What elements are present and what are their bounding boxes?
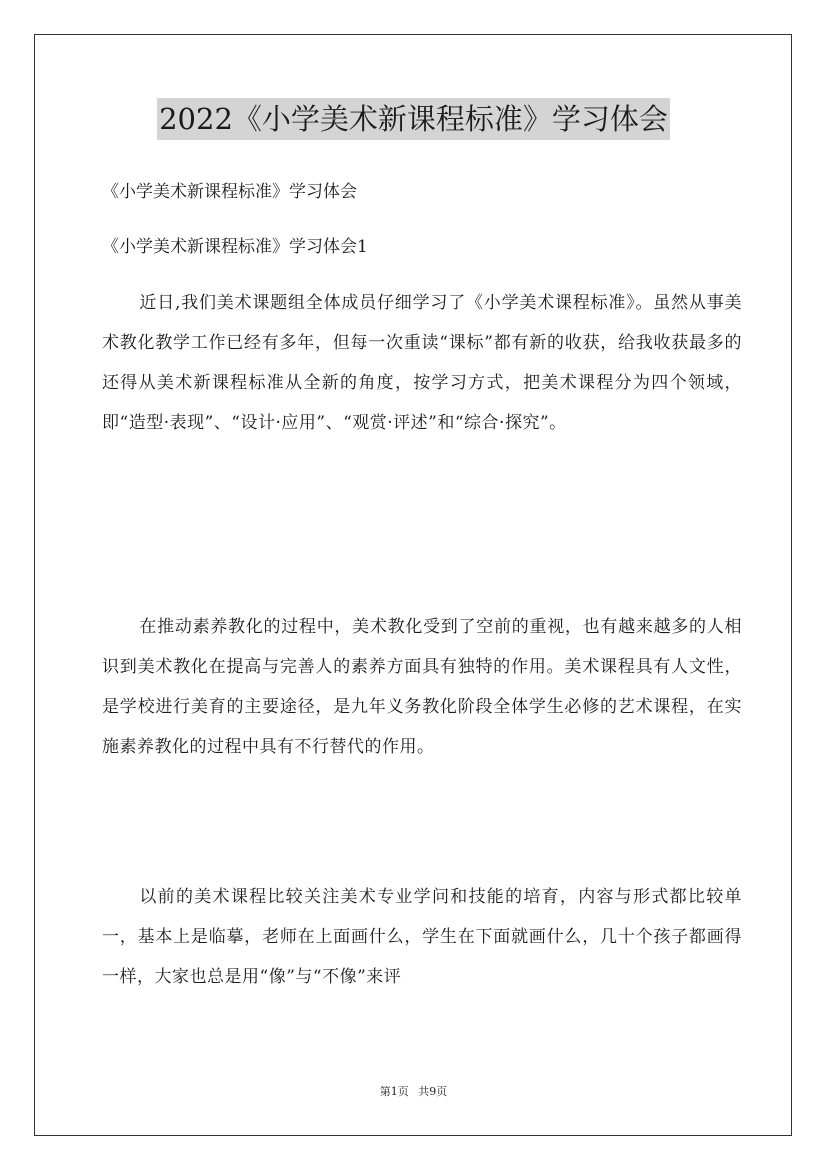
paragraph-3: 以前的美术课程比较关注美术专业学问和技能的培育，内容与形式都比较单一，基本上是临摹，老师在上面画什么，学生在下面就画什么，几十个孩子都画得一样，大家也总是用“像”与“不像”来评 xyxy=(102,887,742,987)
paragraph-1-block xyxy=(102,283,742,443)
paragraph-1: 近日,我们美术课题组全体成员仔细学习了《小学美术课程标准》。虽然从事美术教化教学工作已经有多年，但每一次重读“课标”都有新的收获，给我收获最多的还得从美术新课程标准从全新的角度，按学习方式，把美术课程分为四个领域，即“造型·表现”、“设计·应用”、“观赏·评述”和“综合·探究”。 xyxy=(102,293,742,433)
title-container xyxy=(0,98,827,140)
paragraph-2: 在推动素养教化的过程中，美术教化受到了空前的重视，也有越来越多的人相识到美术教化在提高与完善人的素养方面具有独特的作用。美术课程具有人文性，是学校进行美育的主要途径，是九年义务教化阶段全体学生必修的艺术课程，在实施素养教化的过程中具有不行替代的作用。 xyxy=(102,617,742,757)
page-footer: 第1页 共9页 xyxy=(379,1085,448,1098)
subtitle-1: 《小学美术新课程标准》学习体会 xyxy=(102,182,357,202)
document-title: 2022《小学美术新课程标准》学习体会 xyxy=(157,98,670,140)
paragraph-2-block xyxy=(102,607,742,767)
subtitle-2: 《小学美术新课程标准》学习体会1 xyxy=(102,237,368,257)
paragraph-3-block xyxy=(102,877,742,997)
